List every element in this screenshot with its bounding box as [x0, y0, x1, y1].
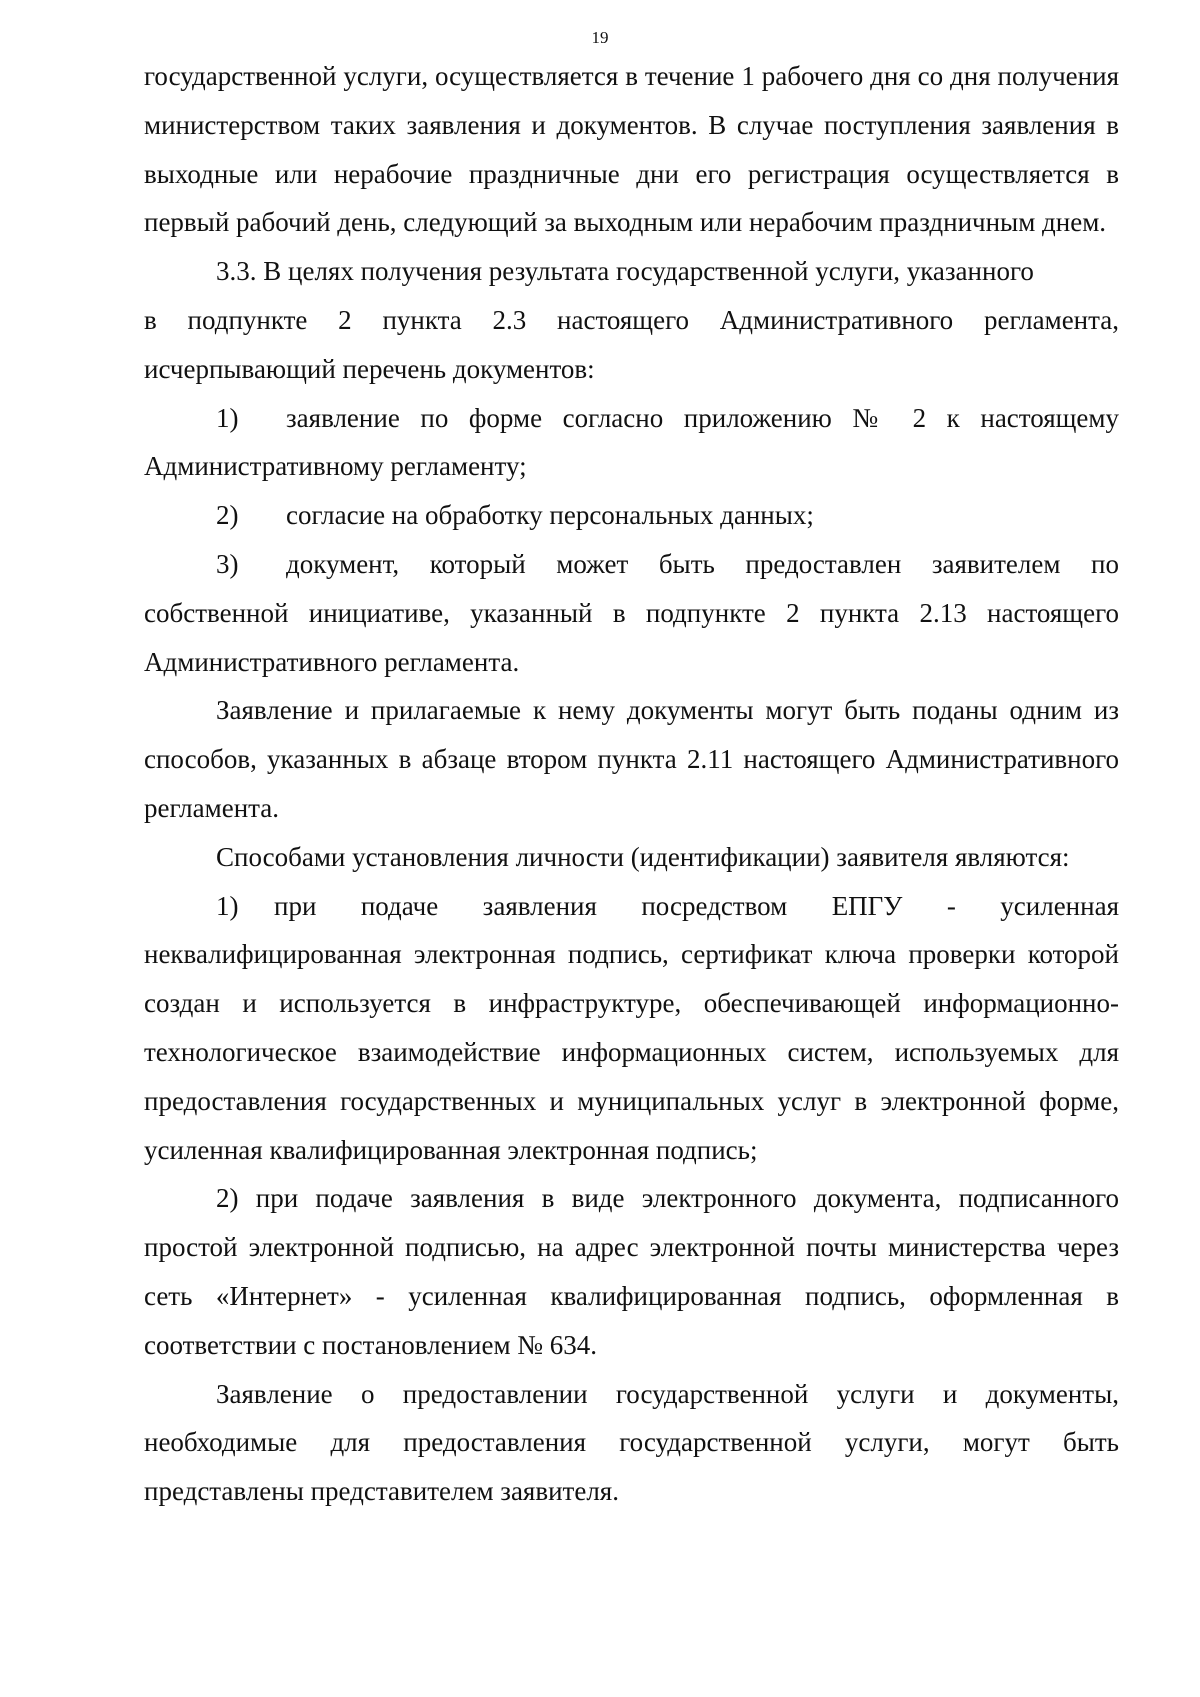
- paragraph-3-3-continuation: в подпункте 2 пункта 2.3 настоящего Административного регламента, исчерпывающий перечень документов:: [144, 304, 1119, 384]
- list-item-number: 1): [216, 402, 239, 433]
- list-item-3: [144, 540, 1119, 686]
- list-item-number: 2): [216, 500, 239, 531]
- list-item-text: при подаче заявления посредством ЕПГУ - усиленная неквалифицированная электронная подпись, сертификат ключа проверки которой создан и используется в инфраструктуре, обеспечивающей информационно-технологическое взаимодействие информационных систем, используемых для предоставления государственных и муниципальных услуг в электронной форме, усиленная квалифицированная электронная подпись;: [144, 890, 1119, 1165]
- document-body: [144, 52, 1119, 1516]
- paragraph-identification-methods: Способами установления личности (идентификации) заявителя являются:: [216, 841, 1070, 872]
- list-item-text: заявление по форме согласно приложению № 2 к настоящему Административному регламенту;: [144, 402, 1119, 482]
- paragraph-submission-methods: Заявление и прилагаемые к нему документы могут быть поданы одним из способов, указанных в абзаце втором пункта 2.11 настоящего Административного регламента.: [144, 695, 1119, 823]
- list-item-2: [144, 491, 1119, 540]
- paragraph-3-3-heading: 3.3. В целях получения результата государственной услуги, указанного: [216, 256, 1034, 287]
- list-item-number: 3): [216, 548, 239, 579]
- list-item-1: [144, 394, 1119, 492]
- identification-item-1: [144, 882, 1119, 1175]
- list-item-number: 1): [216, 890, 239, 921]
- list-item-text: документ, который может быть предоставлен заявителем по собственной инициативе, указанный в подпункте 2 пункта 2.13 настоящего Административного регламента.: [144, 548, 1119, 677]
- identification-item-2: 2) при подаче заявления в виде электронного документа, подписанного простой электронной подписью, на адрес электронной почты министерства через сеть «Интернет» - усиленная квалифицированная подпись, оформленная в соответствии с постановлением № 634.: [144, 1183, 1119, 1360]
- page-number: 19: [591, 28, 609, 47]
- paragraph-registration: государственной услуги, осуществляется в течение 1 рабочего дня со дня получения министерством таких заявления и документов. В случае поступления заявления в выходные или нерабочие праздничные дни его регистрация осуществляется в первый рабочий день, следующий за выходным или нерабочим праздничным днем.: [144, 61, 1119, 238]
- list-item-text: согласие на обработку персональных данных;: [286, 500, 814, 531]
- paragraph-representative: Заявление о предоставлении государственной услуги и документы, необходимые для предоставления государственной услуги, могут быть представлены представителем заявителя.: [144, 1378, 1119, 1507]
